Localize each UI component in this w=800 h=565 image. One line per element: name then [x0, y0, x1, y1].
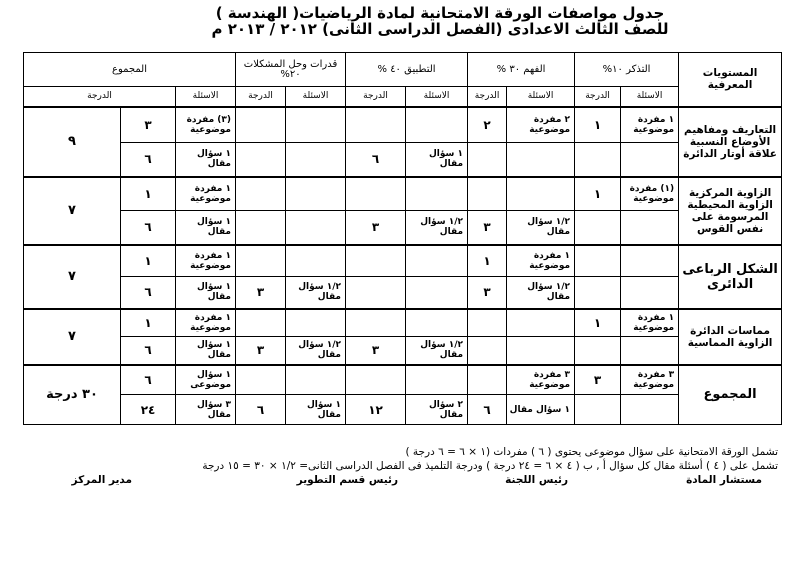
remember-questions: ١ مفردة موضوعية — [621, 309, 679, 337]
table-row — [24, 337, 782, 365]
apply-questions: ١/٢ سؤال مقال — [406, 211, 468, 245]
summary-row — [24, 395, 782, 425]
remember-grade — [575, 211, 621, 245]
total-grade: ١ — [121, 177, 176, 211]
problems-questions — [286, 143, 346, 177]
apply-grade — [346, 309, 406, 337]
total-questions: ١ سؤال موضوعى — [176, 365, 236, 395]
apply-grade — [346, 277, 406, 309]
understand-grade: ٣ — [468, 277, 507, 309]
table-row — [24, 245, 782, 277]
total-grade: ٦ — [121, 211, 176, 245]
header-row — [24, 53, 782, 87]
understand-grade — [468, 309, 507, 337]
remember-grade — [575, 337, 621, 365]
total-grade: ٦ — [121, 337, 176, 365]
remember-header: التذكر ١٠% — [575, 53, 679, 87]
remember-grade: ١ — [575, 309, 621, 337]
summary-row — [24, 365, 782, 395]
remember-questions — [621, 143, 679, 177]
total-questions: ١ سؤال مقال — [176, 337, 236, 365]
total-grade: ٦ — [121, 277, 176, 309]
apply-grade: ٣ — [346, 337, 406, 365]
apply-questions — [406, 107, 468, 143]
apply-questions: ٢ سؤال مقال — [406, 395, 468, 425]
grade-subheader: الدرجة — [24, 87, 176, 107]
understand-questions — [507, 143, 575, 177]
apply-questions — [406, 277, 468, 309]
apply-questions — [406, 309, 468, 337]
grade-subheader: الدرجة — [346, 87, 406, 107]
questions-subheader: الاسئلة — [621, 87, 679, 107]
understand-grade: ٢ — [468, 107, 507, 143]
understand-questions — [507, 337, 575, 365]
problems-grade — [236, 177, 286, 211]
problems-grade — [236, 211, 286, 245]
understand-questions: ١ سؤال مقال — [507, 395, 575, 425]
questions-subheader: الاسئلة — [286, 87, 346, 107]
total-questions: ١ مفردة موضوعية — [176, 177, 236, 211]
remember-questions: ٣ مفردة موضوعية — [621, 365, 679, 395]
total-grade: ٣ — [121, 107, 176, 143]
remember-questions — [621, 337, 679, 365]
understand-questions: ١/٢ سؤال مقال — [507, 277, 575, 309]
total-questions: ١ مفردة موضوعية — [176, 309, 236, 337]
remember-grade — [575, 143, 621, 177]
understand-grade: ٦ — [468, 395, 507, 425]
understand-header: الفهم ٣٠ % — [468, 53, 575, 87]
page-subtitle: للصف الثالث الاعدادى (الفصل الدراسى الثانى) ٢٠١٢ / ٢٠١٣ م — [211, 20, 669, 38]
problems-grade: ٣ — [236, 337, 286, 365]
table-row — [24, 177, 782, 211]
apply-questions: ١/٢ سؤال مقال — [406, 337, 468, 365]
understand-grade — [468, 337, 507, 365]
grade-subheader: الدرجة — [468, 87, 507, 107]
apply-grade — [346, 107, 406, 143]
total-questions: ١ سؤال مقال — [176, 143, 236, 177]
summary-label: المجموع — [679, 365, 782, 425]
grand-total: ٣٠ درجة — [24, 365, 121, 425]
specification-table — [23, 52, 782, 425]
total-grade: ١ — [121, 245, 176, 277]
apply-header: التطبيق ٤٠ % — [346, 53, 468, 87]
problems-questions — [286, 177, 346, 211]
signature-director: مدير المركز — [71, 474, 132, 486]
apply-questions — [406, 177, 468, 211]
remember-grade: ١ — [575, 107, 621, 143]
problems-grade — [236, 365, 286, 395]
total-questions: ١ سؤال مقال — [176, 211, 236, 245]
topic-cell: الشكل الرباعى الدائرى — [679, 245, 782, 309]
remember-grade — [575, 245, 621, 277]
apply-grade: ٣ — [346, 211, 406, 245]
table-row — [24, 211, 782, 245]
remember-questions: ١ مفردة موضوعية — [621, 107, 679, 143]
understand-grade: ٣ — [468, 211, 507, 245]
problems-questions: ١/٢ سؤال مقال — [286, 337, 346, 365]
questions-subheader: الاسئلة — [406, 87, 468, 107]
questions-subheader: الاسئلة — [176, 87, 236, 107]
remember-questions — [621, 211, 679, 245]
topic-cell: التعاريف ومفاهيم الأوضاع النسبية علاقة أوتار الدائرة — [679, 107, 782, 177]
problems-questions — [286, 107, 346, 143]
note-objective: تشمل الورقة الامتحانية على سؤال موضوعى يحتوى ( ٦ ) مفردات (١ × ٦ = ٦ درجة ) — [405, 446, 778, 458]
apply-questions — [406, 365, 468, 395]
problems-questions: ١ سؤال مقال — [286, 395, 346, 425]
problems-grade — [236, 107, 286, 143]
page-title: جدول مواصفات الورقة الامتحانية لمادة الرياضيات( الهندسة ) — [215, 4, 665, 22]
remember-questions — [621, 277, 679, 309]
topic-cell: مماسات الدائرة الزاوية المماسية — [679, 309, 782, 365]
signature-advisor: مستشار المادة — [686, 474, 762, 486]
understand-grade — [468, 143, 507, 177]
topic-total: ٧ — [24, 177, 121, 245]
total-questions: ١ مفردة موضوعية — [176, 245, 236, 277]
understand-grade — [468, 177, 507, 211]
apply-grade — [346, 245, 406, 277]
total-grade: ٦ — [121, 365, 176, 395]
problems-questions — [286, 309, 346, 337]
understand-questions: ١/٢ سؤال مقال — [507, 211, 575, 245]
remember-questions: (١) مفردة موضوعية — [621, 177, 679, 211]
remember-questions — [621, 245, 679, 277]
remember-grade — [575, 277, 621, 309]
understand-questions — [507, 177, 575, 211]
problems-grade: ٦ — [236, 395, 286, 425]
grade-subheader: الدرجة — [575, 87, 621, 107]
problems-grade: ٣ — [236, 277, 286, 309]
problems-grade — [236, 309, 286, 337]
understand-questions: ٢ مفردة موضوعية — [507, 107, 575, 143]
problems-questions — [286, 211, 346, 245]
topic-total: ٧ — [24, 309, 121, 365]
levels-header: المستويات المعرفية — [679, 53, 782, 107]
problems-questions — [286, 245, 346, 277]
total-questions: ٣ سؤال مقال — [176, 395, 236, 425]
table-row — [24, 107, 782, 143]
topic-total: ٧ — [24, 245, 121, 309]
total-header: المجموع — [24, 53, 236, 87]
problems-grade — [236, 143, 286, 177]
apply-grade: ١٢ — [346, 395, 406, 425]
problems-questions: ١/٢ سؤال مقال — [286, 277, 346, 309]
understand-questions: ٣ مفردة موضوعية — [507, 365, 575, 395]
signature-development: رئيس قسم التطوير — [296, 474, 398, 486]
remember-grade — [575, 395, 621, 425]
table-row — [24, 277, 782, 309]
understand-grade — [468, 365, 507, 395]
remember-grade: ٣ — [575, 365, 621, 395]
remember-questions — [621, 395, 679, 425]
apply-grade — [346, 365, 406, 395]
remember-grade: ١ — [575, 177, 621, 211]
topic-total: ٩ — [24, 107, 121, 177]
understand-grade: ١ — [468, 245, 507, 277]
topic-cell: الزاوية المركزية الزاوية المحيطية المرسومة على نفس القوس — [679, 177, 782, 245]
problems-header: قدرات وحل المشكلات ٢٠% — [236, 53, 346, 87]
apply-questions — [406, 245, 468, 277]
apply-questions: ١ سؤال مقال — [406, 143, 468, 177]
table-row — [24, 143, 782, 177]
apply-grade: ٦ — [346, 143, 406, 177]
total-questions: ١ سؤال مقال — [176, 277, 236, 309]
grade-subheader: الدرجة — [236, 87, 286, 107]
note-essay: تشمل على ( ٤ ) أسئلة مقال كل سؤال أ , ب ( ٤ × ٦ = ٢٤ درجة ) ودرجة التلميذ فى الفصل الدراسى الثانى= ١/٢ × ٣٠ = ١٥ درجة — [202, 460, 778, 472]
total-grade: ٢٤ — [121, 395, 176, 425]
signature-committee: رئيس اللجنة — [505, 474, 568, 486]
total-grade: ١ — [121, 309, 176, 337]
total-grade: ٦ — [121, 143, 176, 177]
total-questions: (٣) مفردة موضوعية — [176, 107, 236, 143]
understand-questions: ١ مفردة موضوعية — [507, 245, 575, 277]
problems-questions — [286, 365, 346, 395]
subheader-row — [24, 87, 782, 107]
table-row — [24, 309, 782, 337]
problems-grade — [236, 245, 286, 277]
questions-subheader: الاسئلة — [507, 87, 575, 107]
apply-grade — [346, 177, 406, 211]
understand-questions — [507, 309, 575, 337]
